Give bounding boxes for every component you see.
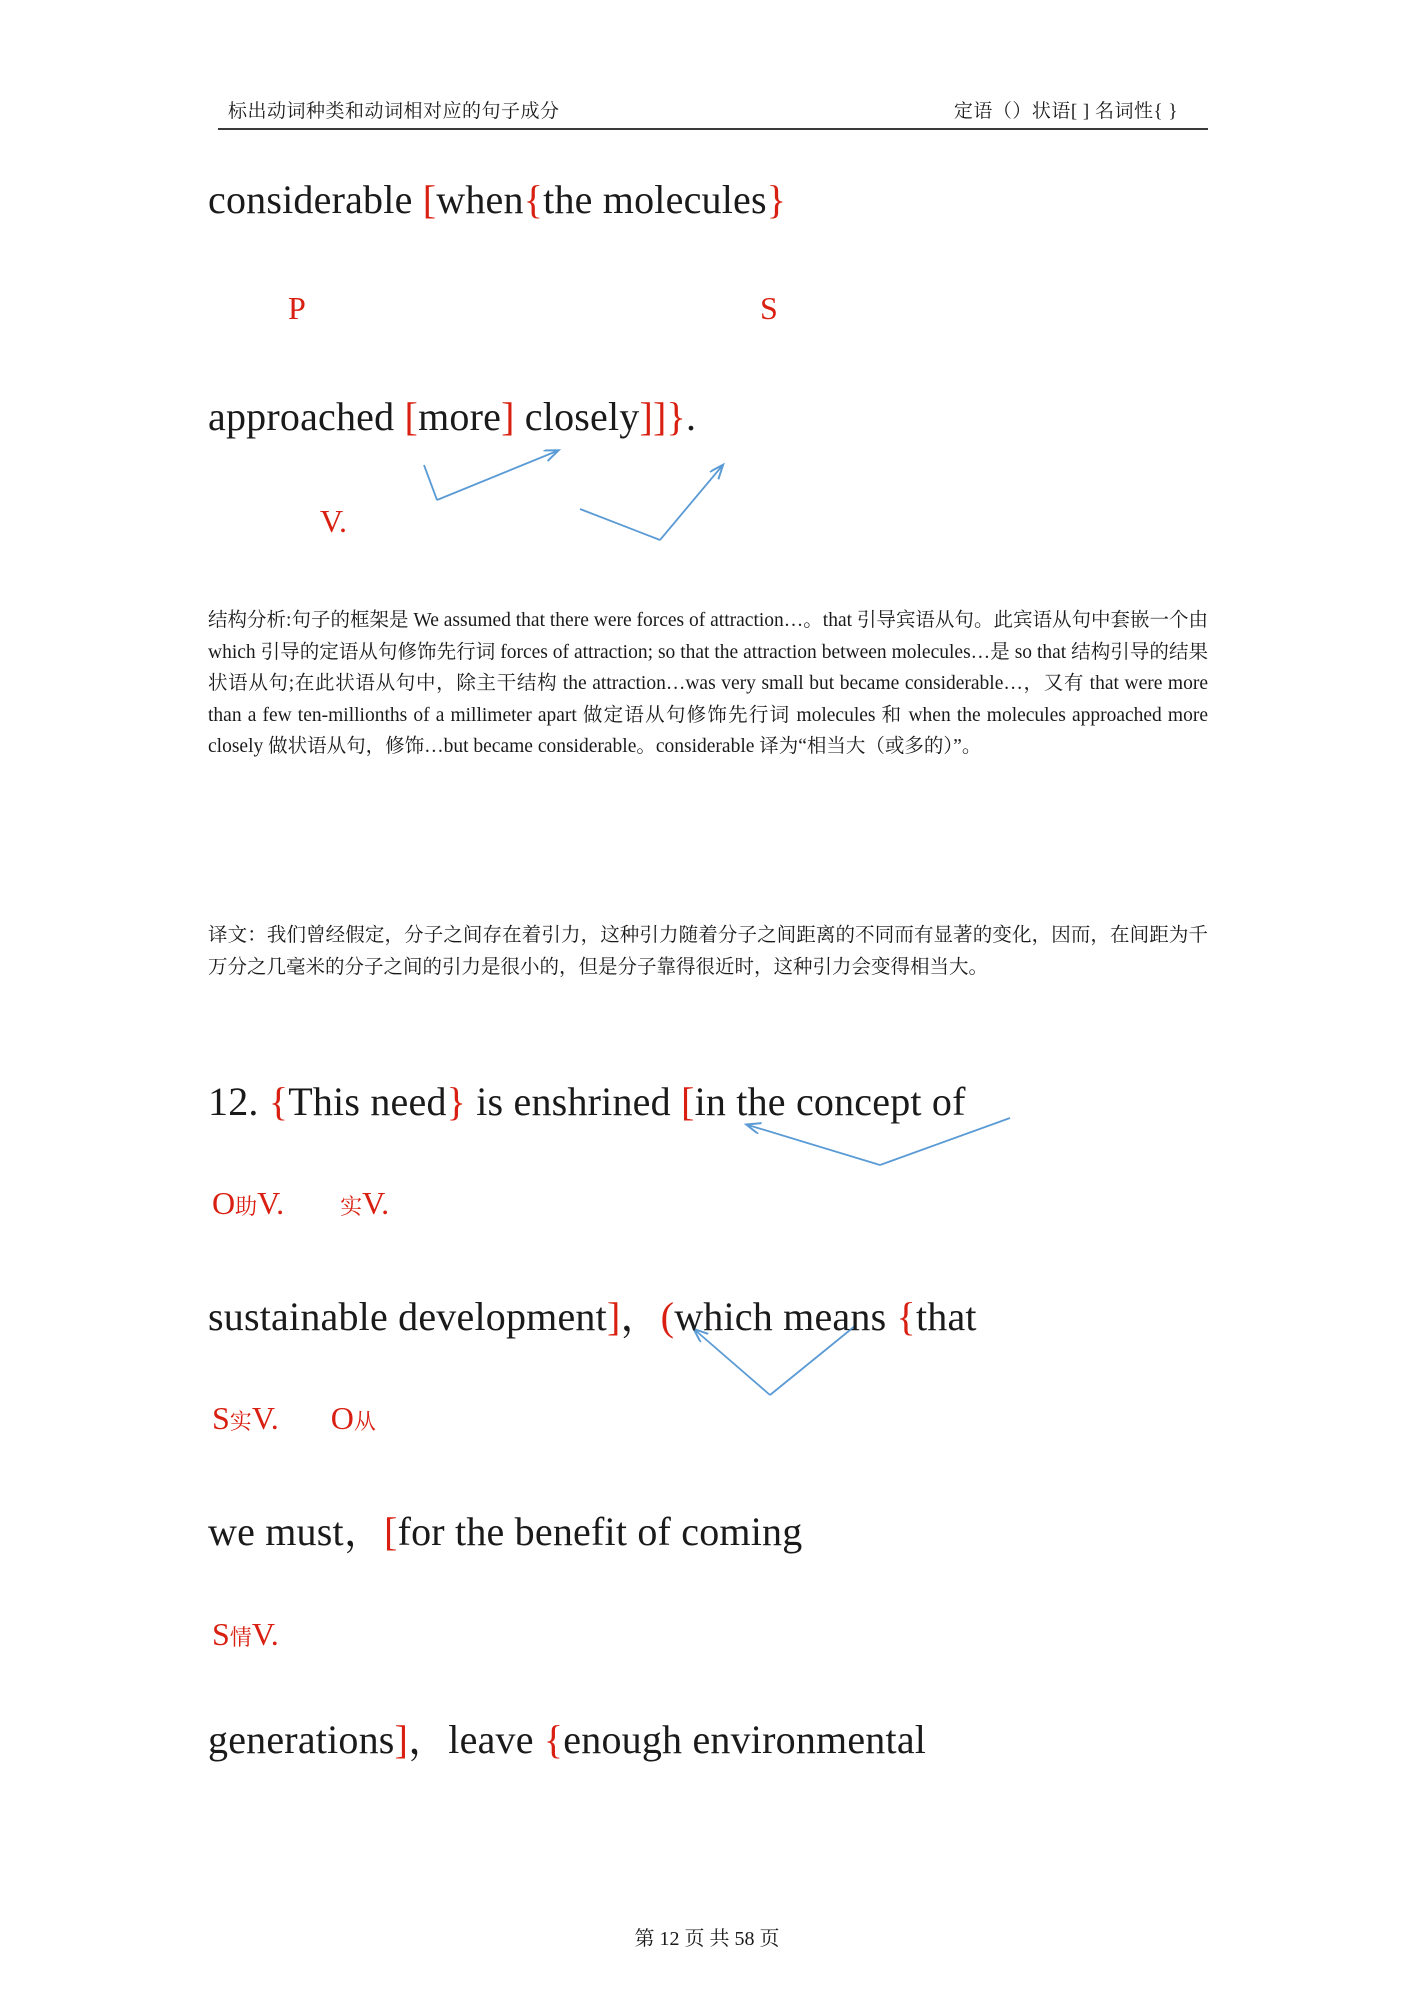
seg: ]]}	[639, 394, 686, 439]
structure-analysis-paragraph: 结构分析:句子的框架是 We assumed that there were forces of attraction…。that 引导宾语从句。此宾语从句中套嵌一个由 which 引导的定语从句修饰先行词 forces of attraction; so that the attraction between molecules…是 so that 结构引导的结果状语从句;在此状语从句中，除主干结构 the attraction…was very small but became considerable…，又有 that were more than a few ten-millionths of a millimeter apart 做定语从句修饰先行词 molecules 和 when the molecules approached more closely 做状语从句，修饰…but became considerable。considerable 译为“相当大（或多的）”。	[208, 610, 1208, 758]
seg: ]	[501, 394, 515, 439]
seg: ]	[606, 1294, 621, 1339]
seg: which means	[674, 1294, 897, 1339]
page-footer: 第 12 页 共 58 页	[634, 1928, 780, 1950]
seg: ，leave	[408, 1717, 544, 1762]
tag-v2: V.	[362, 1185, 390, 1221]
seg: that	[915, 1294, 977, 1339]
seg: considerable	[208, 177, 423, 222]
tag-subject-verb-object	[212, 1400, 376, 1437]
seg: }	[446, 1079, 467, 1124]
seg: {	[268, 1079, 289, 1124]
tag-o: O	[330, 1400, 354, 1436]
tag-verb-v1: V.	[320, 503, 347, 539]
seg: 12.	[208, 1079, 269, 1124]
seg: the molecules	[543, 177, 767, 222]
sentence-line-5	[208, 1510, 802, 1554]
seg: {	[543, 1717, 564, 1762]
sentence-line-6	[208, 1718, 926, 1762]
tag-clause-label: 从	[353, 1409, 376, 1434]
tag-main-verb-label: 实	[229, 1409, 252, 1434]
seg: for the benefit of coming	[397, 1509, 803, 1554]
header-divider	[218, 128, 1208, 130]
translation-paragraph: 译文：我们曾经假定，分子之间存在着引力，这种引力随着分子之间距离的不同而有显著的变化，因而，在间距为千万分之几毫米的分子之间的引力是很小的，但是分子靠得很近时，这种引力会变得相当大。	[208, 925, 1208, 978]
seg: (	[660, 1294, 675, 1339]
page-header	[228, 96, 1196, 123]
tag-o: O	[212, 1185, 236, 1221]
tag-s: S	[212, 1616, 230, 1652]
tag-modal-label: 情	[229, 1625, 252, 1650]
seg: ，	[620, 1294, 661, 1339]
tag-aux-label: 助	[235, 1194, 258, 1219]
tag-main-verb-label: 实	[340, 1194, 363, 1219]
seg: ]	[394, 1717, 409, 1762]
seg: in the concept of	[694, 1079, 966, 1124]
seg: sustainable development	[208, 1294, 607, 1339]
tag-subject-modal-verb	[212, 1616, 279, 1653]
seg: [	[384, 1509, 398, 1554]
seg: more	[418, 394, 502, 439]
seg: [	[404, 394, 419, 439]
seg: [	[681, 1079, 695, 1124]
tag-subject-s: S	[760, 290, 778, 326]
seg: enough environmental	[563, 1717, 927, 1762]
seg: This need	[288, 1079, 447, 1124]
seg: approached	[208, 394, 405, 439]
sentence-line-2	[208, 395, 696, 439]
seg: when	[436, 177, 524, 222]
header-left-text: 标出动词种类和动词相对应的句子成分	[228, 101, 560, 122]
seg: }	[766, 177, 787, 222]
seg: .	[685, 394, 697, 439]
seg: {	[896, 1294, 916, 1339]
seg: generations	[208, 1717, 395, 1762]
seg: [	[422, 177, 437, 222]
seg: {	[523, 177, 544, 222]
tag-s: S	[212, 1400, 230, 1436]
sentence-line-4	[208, 1295, 977, 1339]
seg: closely	[514, 394, 640, 439]
tag-object-aux-verb	[212, 1185, 389, 1222]
sentence-line-1	[208, 178, 786, 222]
sentence-line-3	[208, 1080, 966, 1124]
header-right-legend: 定语（）状语[ ] 名词性{ }	[953, 101, 1178, 122]
seg: we must，	[208, 1509, 385, 1554]
tag-v: V.	[251, 1400, 279, 1436]
tag-predicate-p: P	[288, 290, 306, 326]
seg: is enshrined	[466, 1079, 682, 1124]
tag-v: V.	[251, 1616, 279, 1652]
tag-v: V.	[257, 1185, 285, 1221]
